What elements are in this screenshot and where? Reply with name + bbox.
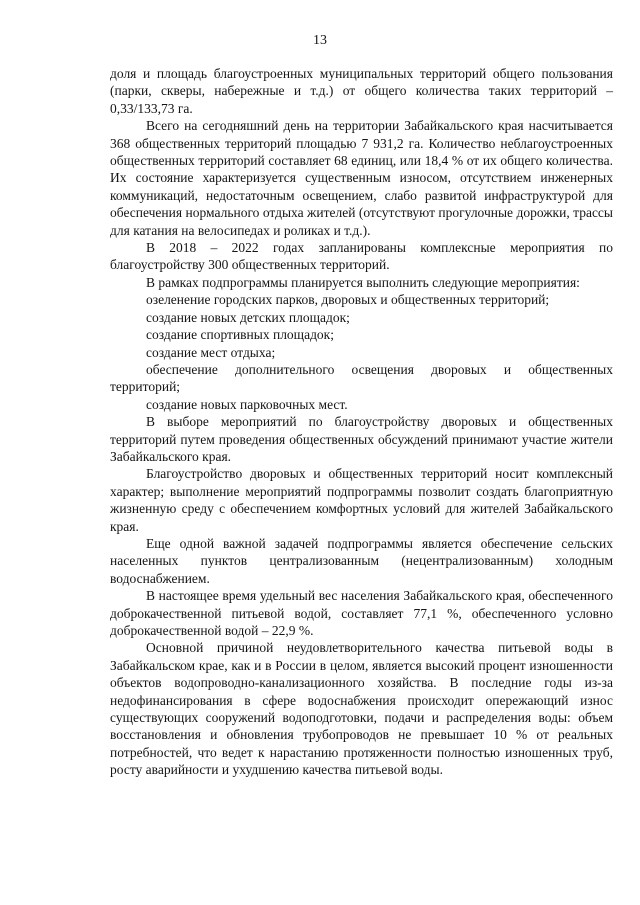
list-item: обеспечение дополнительного освещения дворовых и общественных территорий; bbox=[110, 361, 613, 395]
paragraph-complex-character: Благоустройство дворовых и общественных территорий носит комплексный характер; выполнение мероприятий подпрограммы позволит создать благоприятную жизненную среду с обеспечением комфортных условий для жителей Забайкальского края. bbox=[110, 466, 613, 534]
paragraph-public-discussion: В выборе мероприятий по благоустройству дворовых и общественных территорий путем проведения общественных обсуждений принимают участие жители Забайкальского края. bbox=[110, 414, 613, 464]
paragraph-water-quality-cause: Основной причиной неудовлетворительного качества питьевой воды в Забайкальском крае, как и в России в целом, является высокий процент изношенности объектов водопроводно-канализационного хозяйства. В последние годы из-за недофинансирования в сфере водоснабжения происходит опережающий износ существующих сооружений водоподготовки, подачи и распределения воды: объем восстановления и обновления трубопроводов не превышает 10 % от реальных потребностей, что ведет к нарастанию протяженности полностью изношенных труб, росту аварийности и ухудшению качества питьевой воды. bbox=[110, 640, 613, 778]
list-item: озеленение городских парков, дворовых и общественных территорий; bbox=[146, 292, 550, 308]
page-number: 13 bbox=[313, 33, 327, 48]
paragraph-water-quality-share: В настоящее время удельный вес населения Забайкальского края, обеспеченного доброкачественной питьевой водой, составляет 77,1 %, обеспеченного условно доброкачественной водой – 22,9 %. bbox=[110, 588, 613, 638]
paragraph-measures-intro: В рамках подпрограммы планируется выполнить следующие мероприятия: bbox=[146, 274, 580, 290]
paragraph-water-supply-task: Еще одной важной задачей подпрограммы является обеспечение сельских населенных пунктов централизованным (нецентрализованным) холодным водоснабжением. bbox=[110, 535, 613, 586]
list-item: создание мест отдыха; bbox=[146, 344, 276, 360]
paragraph-territories-count: Всего на сегодняшний день на территории Забайкальского края насчитывается 368 общественных территорий площадью 7 931,2 га. Количество неблагоустроенных общественных территорий составляет 68 единиц, или 18,4 % от их общего количества. Их состояние характеризуется существенным износом, отсутствием инженерных коммуникаций, недостаточным освещением, слабо развитой инфраструктурой для обеспечения нормального отдыха жителей (отсутствуют прогулочные дорожки, трассы для катания на велосипедах и роликах и т.д.). bbox=[110, 118, 613, 238]
paragraph-continuation: доля и площадь благоустроенных муниципальных территорий общего пользования (парки, скверы, набережные и т.д.) от общего количества таких территорий – 0,33/133,73 га. bbox=[110, 66, 613, 116]
list-item: создание спортивных площадок; bbox=[146, 327, 334, 343]
document-body bbox=[110, 65, 613, 779]
paragraph-planned-2018-2022: В 2018 – 2022 годах запланированы комплексные мероприятия по благоустройству 300 общественных территорий. bbox=[110, 240, 613, 273]
list-item: создание новых детских площадок; bbox=[146, 309, 350, 325]
list-item: создание новых парковочных мест. bbox=[146, 396, 348, 412]
